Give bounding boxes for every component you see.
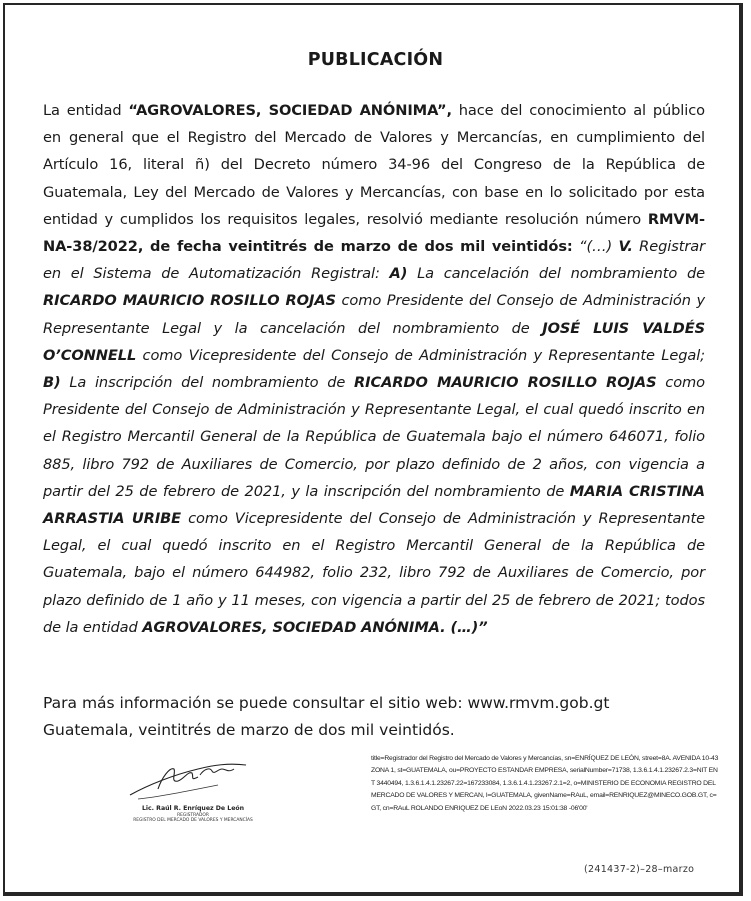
- section-a: A): [389, 265, 408, 283]
- entity-name: “AGROVALORES, SOCIEDAD ANÓNIMA”,: [128, 102, 452, 119]
- publication-reference: (241437-2)–28–marzo: [584, 864, 695, 875]
- body-text: La entidad: [43, 102, 129, 119]
- person-name: MARIA CRISTINA ARRASTIA URIBE: [43, 482, 705, 528]
- info-block: [43, 690, 683, 744]
- signatory-title: REGISTRADOR: [177, 813, 209, 818]
- website-line: Para más información se puede consultar el sitio web: www.rmvm.gob.gt: [43, 694, 610, 712]
- entity-name: AGROVALORES, SOCIEDAD ANÓNIMA. (…)”: [142, 618, 488, 636]
- body-text: como Vicepresidente del Consejo de Administración y Representante Legal;: [136, 346, 705, 364]
- body-text: Registrar en el Sistema de Automatización Registral:: [43, 238, 705, 283]
- body-text: como Vicepresidente del Consejo de Administración y Representante Legal, el cual quedó inscrito en el Registro Mercantil General de la República de Guatemala, bajo el número 644982, folio 232, libro 792 de Auxiliares de Comercio, por plazo definido de 1 año y 11 meses, con vigencia a partir del 25 de febrero de 2021; todos de la entidad: [43, 510, 705, 636]
- body-text: como Presidente del Consejo de Administración y Representante Legal y la cancelación del nombramiento de: [43, 292, 705, 337]
- person-name: RICARDO MAURICIO ROSILLO ROJAS: [354, 374, 657, 392]
- signatory-role: [118, 813, 268, 823]
- digital-signature-text: title=Registrador del Registro del Mercado de Valores y Mercancías, sn=ENRÍQUEZ DE LEÓN, street=8A. AVENIDA 10-43 ZONA 1, st=GUATEMALA, ou=PROYECTO ESTANDAR EMPRESA, serialNumber=71738, 1.3.6.1.4.1.23267.2.3=NIT ENT 3440494, 1.3.6.1.4.1.23267.22=167233084, 1.3.6.1.4.1.23267.2.1=2, o=MINISTERIO DE ECONOMIA REGISTRO DEL MERCADO DE VALORES Y MERCAN, l=GUATEMALA, givenName=RAuL, email=RENRIQUEZ@MINECO.GOB.GT, c=GT, cn=RAuL ROLANDO ENRIQUEZ DE LEoN 2022.03.23 15:01:38 -06'00': [371, 755, 719, 812]
- section-v: V.: [618, 238, 633, 256]
- person-name: RICARDO MAURICIO ROSILLO ROJAS: [43, 292, 336, 310]
- date-line: Guatemala, veintitrés de marzo de dos mil veintidós.: [43, 721, 455, 739]
- body-text: hace del conocimiento al público en general que el Registro del Mercado de Valores y Mercancías, en cumplimiento del Artículo 16, literal ñ) del Decreto número 34-96 del Congreso de la República de Guatemala, Ley del Mercado de Valores y Mercancías, con base en lo solicitado por esta entidad y cumplidos los requisitos legales, resolvió mediante resolución número: [43, 102, 705, 228]
- quote-open: “(…): [572, 238, 619, 256]
- body-text: La inscripción del nombramiento de: [60, 374, 355, 392]
- page-title: PUBLICACIÓN: [307, 50, 444, 70]
- signature-block: [118, 755, 268, 827]
- signatory-name: Lic. Raúl R. Enríquez De León: [141, 805, 245, 812]
- person-name: JOSÉ LUIS VALDÉS O’CONNELL: [43, 319, 705, 364]
- publication-body: [43, 97, 705, 641]
- signatory-institution: REGISTRO DEL MERCADO DE VALORES Y MERCANCÍAS: [133, 818, 253, 823]
- body-text: La cancelación del nombramiento de: [407, 265, 705, 283]
- handwritten-signature: [118, 755, 268, 807]
- body-text: como Presidente del Consejo de Administración y Representante Legal, el cual quedó inscrito en el Registro Mercantil General de la República de Guatemala bajo el número 646071, folio 885, libro 792 de Auxiliares de Comercio, por plazo definido de 2 años, con vigencia a partir del 25 de febrero de 2021, y la inscripción del nombramiento de: [43, 374, 705, 500]
- section-b: B): [43, 374, 61, 392]
- resolution-number: RMVM-NA-38/2022, de fecha veintitrés de marzo de dos mil veintidós:: [43, 210, 705, 256]
